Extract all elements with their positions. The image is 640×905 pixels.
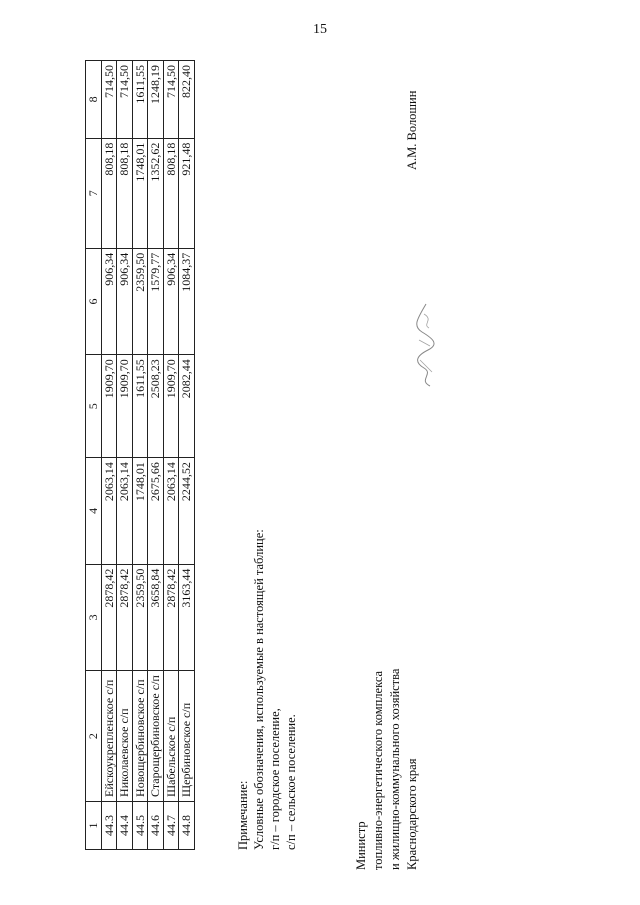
value-cell: 1352,62 [148,138,164,248]
settlement-name: Новощербиновское с/п [132,671,148,802]
value-cell: 906,34 [163,248,179,355]
title-line: Министр [354,821,368,870]
value-cell: 808,18 [163,138,179,248]
value-cell: 822,40 [179,61,195,139]
value-cell: 906,34 [101,248,117,355]
signer-name: А.М. Волошин [405,90,419,170]
header-cell: 5 [86,355,102,458]
row-number: 44.3 [101,801,117,849]
header-cell: 4 [86,458,102,565]
value-cell: 921,48 [179,138,195,248]
value-cell: 2508,23 [148,355,164,458]
legend-note [235,529,299,850]
tariff-table [85,60,195,850]
value-cell: 1579,77 [148,248,164,355]
note-line: Условные обозначения, используемые в настоящей таблице: [252,529,266,850]
note-line: с/п – сельское поселение. [284,714,298,850]
row-number: 44.5 [132,801,148,849]
value-cell: 808,18 [101,138,117,248]
row-number: 44.6 [148,801,164,849]
value-cell: 714,50 [117,61,133,139]
value-cell: 714,50 [163,61,179,139]
header-cell: 8 [86,61,102,139]
settlement-name: Николаевское с/п [117,671,133,802]
row-number: 44.7 [163,801,179,849]
minister-title-block [353,669,421,870]
value-cell: 2082,44 [179,355,195,458]
value-cell: 808,18 [117,138,133,248]
row-number: 44.8 [179,801,195,849]
value-cell: 2878,42 [163,564,179,671]
value-cell: 2063,14 [101,458,117,565]
value-cell: 3658,84 [148,564,164,671]
handwritten-signature [410,300,438,390]
table-row [101,61,117,850]
value-cell: 2244,52 [179,458,195,565]
value-cell: 1909,70 [101,355,117,458]
value-cell: 1248,19 [148,61,164,139]
value-cell: 906,34 [117,248,133,355]
settlement-name: Щербиновское с/п [179,671,195,802]
value-cell: 2359,50 [132,248,148,355]
value-cell: 1611,55 [132,355,148,458]
row-number: 44.4 [117,801,133,849]
table-header-row [86,61,102,850]
header-cell: 2 [86,671,102,802]
value-cell: 2878,42 [101,564,117,671]
settlement-name: Шабельское с/п [163,671,179,802]
value-cell: 1084,37 [179,248,195,355]
table-row [117,61,133,850]
rotated-page-content [85,60,555,870]
table-row [132,61,148,850]
note-line: г/п – городское поселение, [268,708,282,850]
title-line: топливно-энергетического комплекса [371,670,385,870]
value-cell: 2878,42 [117,564,133,671]
header-cell: 1 [86,801,102,849]
value-cell: 1748,01 [132,458,148,565]
header-cell: 7 [86,138,102,248]
page-number: 15 [313,22,327,37]
note-title: Примечание: [236,780,250,850]
value-cell: 2063,14 [163,458,179,565]
value-cell: 2675,66 [148,458,164,565]
table-row [163,61,179,850]
title-line: Краснодарского края [405,758,419,870]
value-cell: 1909,70 [163,355,179,458]
value-cell: 714,50 [101,61,117,139]
value-cell: 1611,55 [132,61,148,139]
table-row [179,61,195,850]
header-cell: 6 [86,248,102,355]
value-cell: 1748,01 [132,138,148,248]
value-cell: 2063,14 [117,458,133,565]
value-cell: 1909,70 [117,355,133,458]
value-cell: 3163,44 [179,564,195,671]
settlement-name: Ейскоукрепленское с/п [101,671,117,802]
title-line: и жилищно-коммунального хозяйства [388,668,402,870]
header-cell: 3 [86,564,102,671]
value-cell: 2359,50 [132,564,148,671]
table-row [148,61,164,850]
settlement-name: Старощербиновское с/п [148,671,164,802]
